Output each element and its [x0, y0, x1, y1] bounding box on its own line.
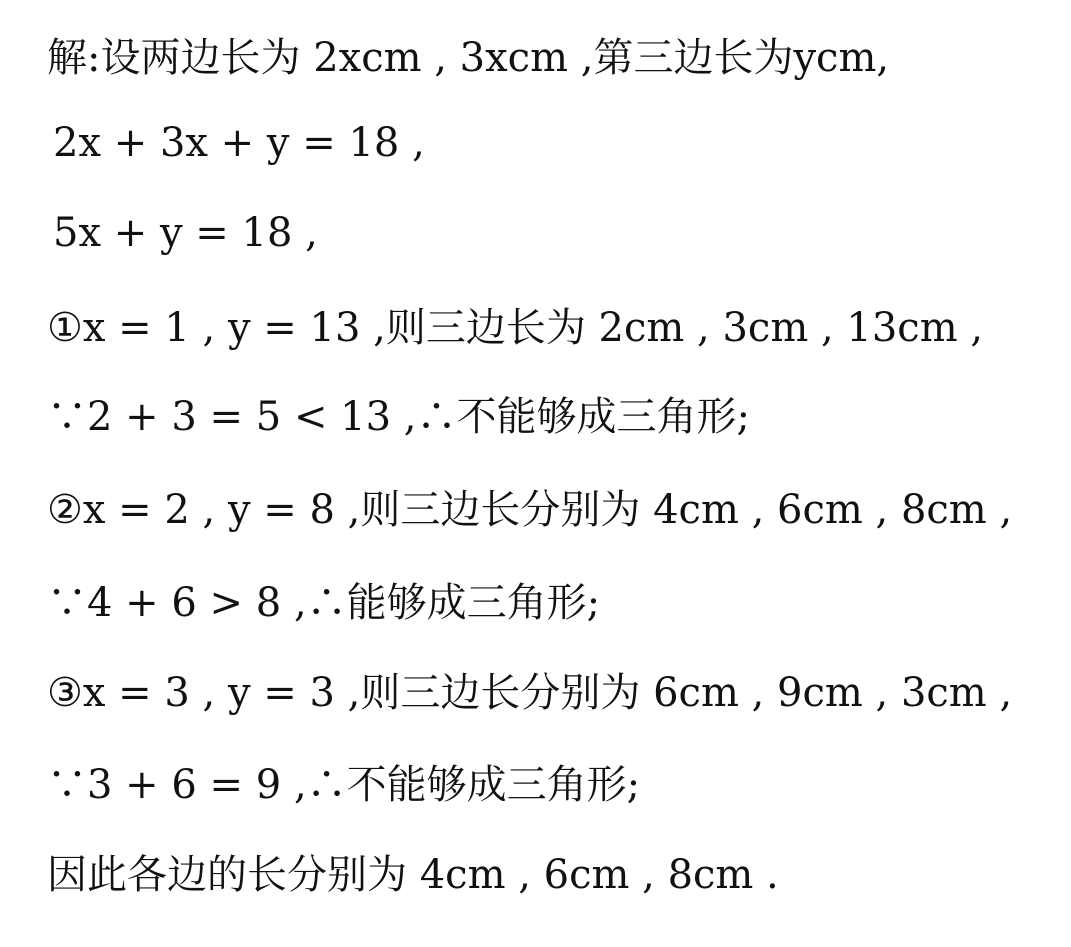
conclusion-line: 因此各边的长分别为 4cm , 6cm , 8cm . [47, 852, 779, 898]
case-1-values: ①x = 1 , y = 13 ,则三边长为 2cm , 3cm , 13cm , [47, 305, 984, 351]
case-2-values: ②x = 2 , y = 8 ,则三边长分别为 4cm , 6cm , 8cm , [47, 487, 1013, 533]
solution-line-intro: 解:设两边长为 2xcm , 3xcm ,第三边长为ycm, [47, 35, 890, 81]
case-1-check: ∵2 + 3 = 5 < 13 ,∴不能够成三角形; [47, 394, 750, 440]
case-3-values: ③x = 3 , y = 3 ,则三边长分别为 6cm , 9cm , 3cm , [47, 670, 1013, 716]
equation-perimeter: 2x + 3x + y = 18 , [53, 120, 425, 166]
equation-simplified: 5x + y = 18 , [53, 210, 318, 256]
case-2-check: ∵4 + 6 > 8 ,∴能够成三角形; [47, 580, 601, 626]
case-3-check: ∵3 + 6 = 9 ,∴不能够成三角形; [47, 762, 641, 808]
